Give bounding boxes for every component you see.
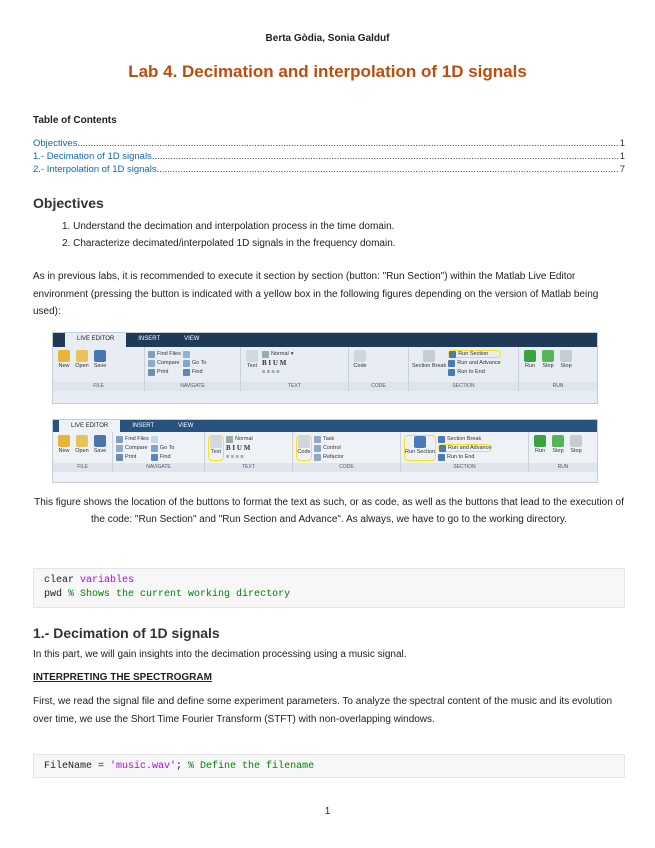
open-button[interactable]: Open — [74, 435, 90, 454]
style-icon — [262, 351, 269, 358]
group-label: SECTION — [401, 463, 528, 472]
code-icon — [354, 350, 366, 362]
stop-icon — [560, 350, 572, 362]
compare-icon — [148, 360, 155, 367]
run-group — [529, 432, 597, 472]
code-line: FileName = 'music.wav'; % Define the filename — [44, 761, 315, 772]
spectrogram-paragraph: First, we read the signal file and define some experiment parameters. To analyze the spectral content of the music and its evolution over time, we use the Short Time Fourier Transform (STFT) with non-overlapping windows. — [33, 696, 613, 725]
list-item: 1. Understand the decimation and interpolation process in the time domain. — [62, 221, 395, 232]
save-button[interactable]: Save — [92, 435, 108, 454]
code-block-filename[interactable] — [33, 754, 625, 778]
new-button[interactable]: New — [56, 435, 72, 454]
tab-insert[interactable]: INSERT — [138, 336, 161, 342]
arrows-icon — [151, 435, 175, 443]
table-of-contents — [33, 137, 625, 176]
run-button[interactable]: Run — [522, 350, 538, 369]
section-group — [401, 432, 529, 472]
file-group — [53, 347, 145, 391]
matlab-ribbon-old — [52, 332, 598, 404]
new-icon — [58, 435, 70, 447]
text-group — [205, 432, 293, 472]
step-button[interactable]: Step — [540, 350, 556, 369]
objectives-heading: Objectives — [33, 195, 104, 211]
section-break-button[interactable]: Section Break — [412, 350, 446, 376]
run-section-button[interactable]: Run Section — [404, 435, 436, 461]
print-button[interactable]: Print — [116, 453, 149, 461]
group-label: SECTION — [409, 382, 518, 391]
go-to-button[interactable]: Go To — [183, 359, 207, 367]
align-buttons[interactable]: ≡ ≡ ≡ ≡ — [262, 369, 280, 375]
code-group — [293, 432, 401, 472]
tab-live-editor[interactable]: LIVE EDITOR — [65, 333, 126, 347]
text-group — [241, 347, 349, 391]
intro-paragraph: As in previous labs, it is recommended to execute it section by section (button: "Run Section") within the Matlab Live Editor environment (pressing the button is indicated with a yellow box in the following figures depending on the version of Matlab being used): — [33, 271, 599, 317]
run-button[interactable]: Run — [532, 435, 548, 454]
code-icon — [298, 436, 310, 448]
print-button[interactable]: Print — [148, 368, 181, 376]
navigate-group — [113, 432, 205, 472]
run-to-end-icon — [438, 454, 445, 461]
authors: Berta Gòdia, Sonia Galduf — [265, 33, 390, 44]
stop-icon — [570, 435, 582, 447]
matlab-ribbon-new — [52, 419, 598, 483]
refactor-button[interactable]: Refactor — [314, 453, 344, 461]
text-icon — [246, 350, 258, 362]
style-dropdown[interactable]: Normal ▾ — [262, 350, 294, 358]
toc-link[interactable]: 2.- Interpolation of 1D signals — [33, 164, 157, 175]
save-icon — [94, 435, 106, 447]
print-icon — [148, 369, 155, 376]
toc-link[interactable]: Objectives — [33, 138, 78, 149]
run-to-end-button[interactable]: Run to End — [448, 368, 500, 376]
group-label: RUN — [529, 463, 597, 472]
format-buttons[interactable]: B I U M — [226, 444, 251, 452]
run-icon — [534, 435, 546, 447]
text-button[interactable]: Text — [208, 435, 224, 461]
tab-view[interactable]: VIEW — [184, 336, 200, 342]
code-button[interactable]: Code — [296, 435, 312, 461]
code-button[interactable]: Code — [352, 350, 368, 369]
navigate-group — [145, 347, 241, 391]
toc-item-decimation[interactable] — [33, 150, 625, 163]
arrows-icon — [183, 350, 207, 358]
tab-insert[interactable]: INSERT — [132, 423, 155, 429]
tab-view[interactable]: VIEW — [178, 423, 194, 429]
step-button[interactable]: Step — [550, 435, 566, 454]
toc-link[interactable]: 1.- Decimation of 1D signals — [33, 151, 152, 162]
run-and-advance-button[interactable]: Run and Advance — [448, 359, 500, 367]
run-icon — [524, 350, 536, 362]
compare-button[interactable]: Compare — [116, 444, 149, 452]
section-group — [409, 347, 519, 391]
stop-button[interactable]: Stop — [558, 350, 574, 369]
refactor-icon — [314, 454, 321, 461]
code-block-setup[interactable] — [33, 568, 625, 608]
compare-button[interactable]: Compare — [148, 359, 181, 367]
group-label: FILE — [53, 382, 144, 391]
group-label: RUN — [519, 382, 597, 391]
task-icon — [314, 436, 321, 443]
toc-page: 1 — [619, 138, 625, 149]
find-files-button[interactable]: Find Files — [116, 435, 149, 443]
text-button[interactable]: Text — [244, 350, 260, 376]
section-intro: In this part, we will gain insights into the decimation processing using a music signal. — [33, 649, 407, 660]
find-icon — [183, 369, 190, 376]
objectives-list — [62, 219, 396, 252]
folder-icon — [76, 435, 88, 447]
section-break-icon — [423, 350, 435, 362]
toc-heading: Table of Contents — [33, 115, 117, 126]
run-and-advance-button[interactable]: Run and Advance — [438, 444, 492, 452]
run-to-end-button[interactable]: Run to End — [438, 453, 492, 461]
find-icon — [151, 454, 158, 461]
open-button[interactable]: Open — [74, 350, 90, 369]
go-to-icon — [151, 445, 158, 452]
control-button[interactable]: Control — [314, 444, 344, 452]
find-button[interactable]: Find — [183, 368, 207, 376]
find-files-icon — [148, 351, 155, 358]
align-buttons[interactable]: ≡ ≡ ≡ ≡ — [226, 454, 244, 460]
run-and-advance-icon — [448, 360, 455, 367]
style-dropdown[interactable]: Normal — [226, 435, 253, 443]
section-break-icon — [438, 436, 445, 443]
print-icon — [116, 454, 123, 461]
code-line: clear variables — [44, 575, 135, 586]
ribbon-tabs — [53, 420, 597, 432]
toc-item-interpolation[interactable] — [33, 163, 625, 176]
page-number: 1 — [324, 806, 331, 817]
style-icon — [226, 436, 233, 443]
toc-item-objectives[interactable] — [33, 137, 625, 150]
subheading-spectrogram: INTERPRETING THE SPECTROGRAM — [33, 672, 212, 683]
format-buttons[interactable]: B I U M — [262, 359, 287, 367]
save-icon — [94, 350, 106, 362]
run-section-icon — [449, 351, 456, 358]
figure-caption: This figure shows the location of the buttons to format the text as such, or as code, as well as the buttons that lead to the execution of the code: "Run Section" and "Run Section and Advance". As always, we have to go to the working directory. — [34, 497, 624, 525]
task-button[interactable]: Task — [314, 435, 344, 443]
toc-page: 1 — [619, 151, 625, 162]
control-icon — [314, 445, 321, 452]
go-to-button[interactable]: Go To — [151, 444, 175, 452]
run-section-icon — [414, 436, 426, 448]
find-files-button[interactable]: Find Files — [148, 350, 181, 358]
group-label: TEXT — [205, 463, 292, 472]
group-label: CODE — [349, 382, 408, 391]
new-button[interactable]: New — [56, 350, 72, 369]
go-to-icon — [183, 360, 190, 367]
find-button[interactable]: Find — [151, 453, 175, 461]
list-item: 2. Characterize decimated/interpolated 1D signals in the frequency domain. — [62, 237, 396, 249]
new-icon — [58, 350, 70, 362]
tab-live-editor[interactable]: LIVE EDITOR — [59, 420, 120, 432]
find-files-icon — [116, 436, 123, 443]
run-to-end-icon — [448, 369, 455, 376]
group-label: CODE — [293, 463, 400, 472]
step-icon — [552, 435, 564, 447]
stop-button[interactable]: Stop — [568, 435, 584, 454]
run-section-button[interactable]: Run Section — [448, 350, 500, 358]
code-line: pwd % Shows the current working directory — [44, 589, 291, 600]
text-icon — [210, 436, 222, 448]
compare-icon — [116, 445, 123, 452]
code-group — [349, 347, 409, 391]
folder-icon — [76, 350, 88, 362]
ribbon-tabs — [53, 333, 597, 347]
file-group — [53, 432, 113, 472]
group-label: FILE — [53, 463, 112, 472]
run-group — [519, 347, 597, 391]
page-title: Lab 4. Decimation and interpolation of 1D signals — [128, 62, 527, 81]
save-button[interactable]: Save — [92, 350, 108, 369]
section-break-button[interactable]: Section Break — [438, 435, 492, 443]
group-label: NAVIGATE — [145, 382, 240, 391]
group-label: TEXT — [241, 382, 348, 391]
step-icon — [542, 350, 554, 362]
section-heading-decimation: 1.- Decimation of 1D signals — [33, 625, 220, 641]
group-label: NAVIGATE — [113, 463, 204, 472]
run-and-advance-icon — [439, 445, 446, 452]
toc-page: 7 — [619, 164, 625, 175]
